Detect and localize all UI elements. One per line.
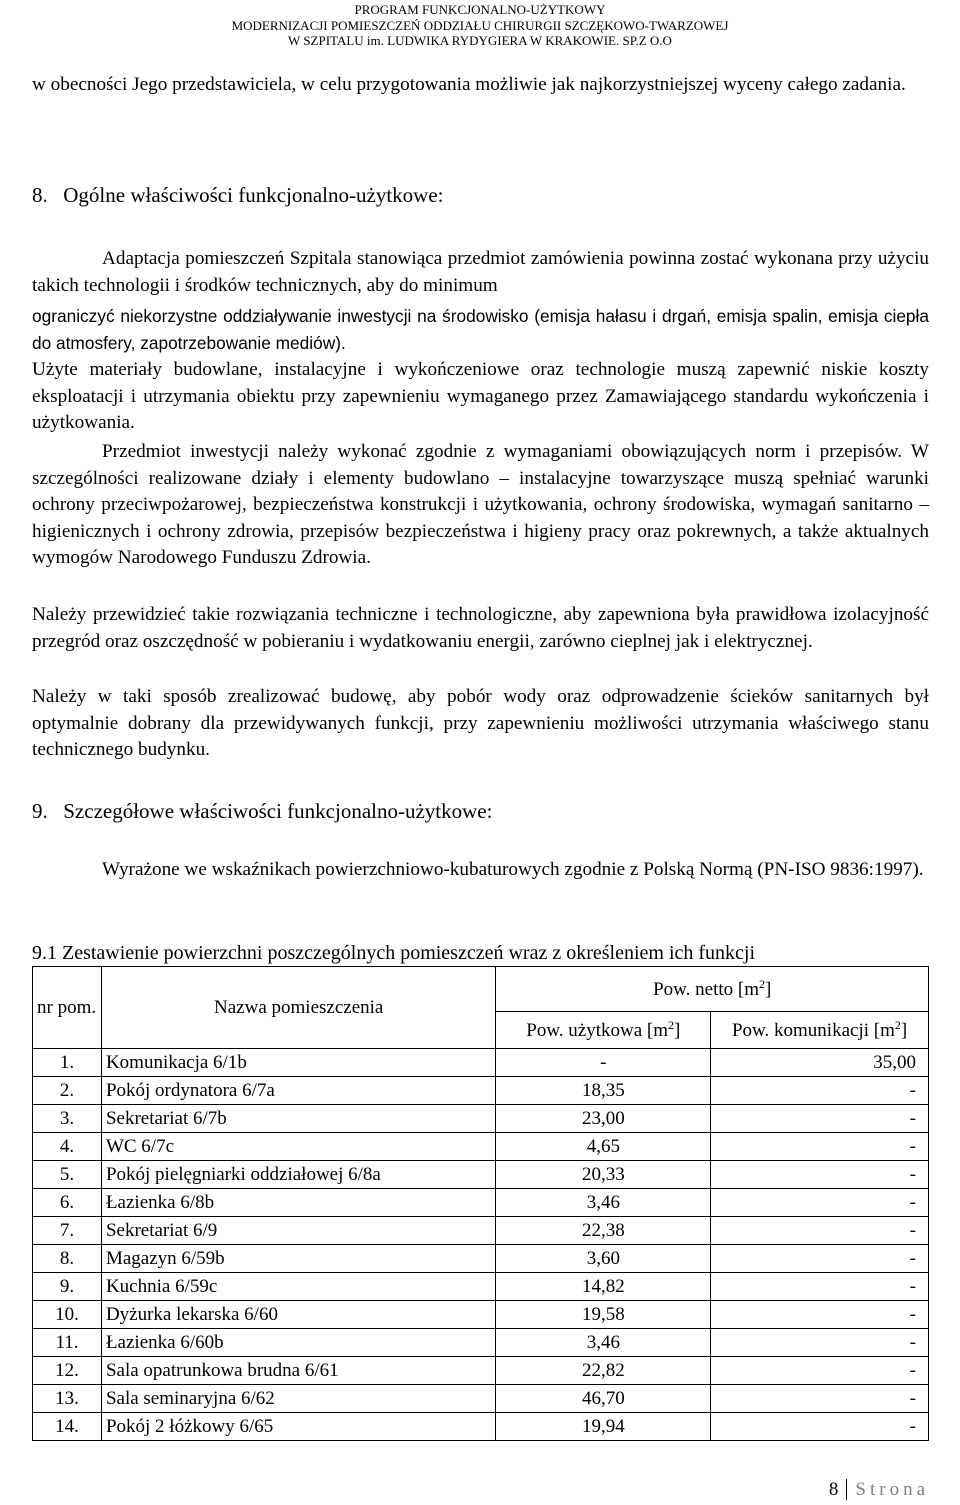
usable-area: 19,58	[496, 1301, 711, 1329]
header-nr: nr pom.	[33, 967, 102, 1049]
section-8-paragraph-4: Należy przewidzieć takie rozwiązania techniczne i technologiczne, aby zapewniona była prawidłowa izolacyjność przegród oraz oszczędność w pobieraniu i wydatkowaniu energii, zarówno cieplnej jak i elektrycznej.	[32, 604, 929, 652]
usable-area: 4,65	[496, 1133, 711, 1161]
usable-area: 23,00	[496, 1105, 711, 1133]
row-number: 13.	[33, 1385, 102, 1413]
section-9-number: 9.	[32, 799, 48, 823]
usable-area: 3,60	[496, 1245, 711, 1273]
section-9-paragraph: Wyrażone we wskaźnikach powierzchniowo-kubaturowych zgodnie z Polską Normą (PN-ISO 9836:1997).	[102, 859, 924, 880]
header-netto: Pow. netto $[m^2]$	[496, 967, 929, 1012]
section-8-paragraph-5: Należy w taki sposób zrealizować budowę, aby pobór wody oraz odprowadzenie ścieków sanitarnych był optymalnie dobrany dla przewidywanych funkcji, przy zapewnieniu możliwości utrzymania właściwego stanu technicznego budynku.	[32, 686, 929, 760]
room-name: Sala seminaryjna 6/62	[101, 1385, 495, 1413]
room-name: Sekretariat 6/9	[101, 1217, 495, 1245]
room-name: Pokój ordynatora 6/7a	[101, 1077, 495, 1105]
room-name: Łazienka 6/60b	[101, 1329, 495, 1357]
section-8-paragraph-1-continued: ograniczyć niekorzystne oddziaływanie inwestycji na środowisko (emisja hałasu i drgań, emisja spalin, emisja ciepła do atmosfery, zapotrzebowanie mediów).	[32, 306, 929, 353]
table-row	[33, 1189, 929, 1217]
communication-area: -	[711, 1161, 929, 1189]
usable-area: 3,46	[496, 1189, 711, 1217]
usable-area: 14,82	[496, 1273, 711, 1301]
communication-area: -	[711, 1217, 929, 1245]
row-number: 2.	[33, 1077, 102, 1105]
page-word: Strona	[855, 1479, 929, 1500]
usable-area: -	[496, 1049, 711, 1077]
rooms-table	[32, 966, 929, 1441]
communication-area: -	[711, 1273, 929, 1301]
usable-area: 22,82	[496, 1357, 711, 1385]
section-9-title: Szczegółowe właściwości funkcjonalno-użytkowe:	[63, 799, 493, 823]
row-number: 12.	[33, 1357, 102, 1385]
table-row	[33, 1161, 929, 1189]
table-row	[33, 1273, 929, 1301]
communication-area: -	[711, 1385, 929, 1413]
room-name: Łazienka 6/8b	[101, 1189, 495, 1217]
table-row	[33, 1357, 929, 1385]
table-header-row-1	[33, 967, 929, 1012]
header-komunikacji: Pow. komunikacji $[m^2]$	[711, 1012, 929, 1049]
room-name: Sala opatrunkowa brudna 6/61	[101, 1357, 495, 1385]
header-line-1: PROGRAM FUNKCJONALNO-UŻYTKOWY	[354, 2, 606, 17]
row-number: 7.	[33, 1217, 102, 1245]
room-name: WC 6/7c	[101, 1133, 495, 1161]
row-number: 6.	[33, 1189, 102, 1217]
subsection-9-1-heading: 9.1 Zestawienie powierzchni poszczególnych pomieszczeń wraz z określeniem ich funkcji	[32, 942, 756, 964]
row-number: 11.	[33, 1329, 102, 1357]
communication-area: 35,00	[711, 1049, 929, 1077]
communication-area: -	[711, 1413, 929, 1441]
page-number: 8	[829, 1479, 848, 1500]
usable-area: 46,70	[496, 1385, 711, 1413]
table-row	[33, 1105, 929, 1133]
header-line-2: MODERNIZACJI POMIESZCZEŃ ODDZIAŁU CHIRURGII SZCZĘKOWO-TWARZOWEJ	[231, 17, 729, 33]
room-name: Dyżurka lekarska 6/60	[101, 1301, 495, 1329]
table-row	[33, 1329, 929, 1357]
room-name: Komunikacja 6/1b	[101, 1049, 495, 1077]
table-row	[33, 1133, 929, 1161]
section-8-paragraph-2: Użyte materiały budowlane, instalacyjne i wykończeniowe oraz technologie muszą zapewnić niskie koszty eksploatacji i utrzymania obiektu przy zapewnieniu wymaganego przez Zamawiającego standardu wykończenia i użytkowania.	[32, 359, 929, 433]
section-8-title: Ogólne właściwości funkcjonalno-użytkowe:	[63, 183, 444, 207]
row-number: 5.	[33, 1161, 102, 1189]
section-8-heading	[32, 182, 444, 208]
communication-area: -	[711, 1245, 929, 1273]
section-8-paragraph-3: Przedmiot inwestycji należy wykonać zgodnie z wymaganiami obowiązujących norm i przepisów. W szczególności realizowane działy i elementy budowlano – instalacyjne towarzyszące muszą spełniać warunki ochrony przeciwpożarowej, bezpieczeństwa konstrukcji i użytkowania, ochrony środowiska, wymagań sanitarno – higienicznych i ochrony zdrowia, przepisów bezpieczeństwa i higieny pracy oraz pokrewnych, a także aktualnych wymogów Narodowego Funduszu Zdrowia.	[32, 441, 929, 568]
communication-area: -	[711, 1357, 929, 1385]
header-name: Nazwa pomieszczenia	[101, 967, 495, 1049]
row-number: 1.	[33, 1049, 102, 1077]
room-name: Pokój pielęgniarki oddziałowej 6/8a	[101, 1161, 495, 1189]
section-8-number: 8.	[32, 183, 48, 207]
table-row	[33, 1245, 929, 1273]
communication-area: -	[711, 1077, 929, 1105]
usable-area: 22,38	[496, 1217, 711, 1245]
room-name: Magazyn 6/59b	[101, 1245, 495, 1273]
row-number: 9.	[33, 1273, 102, 1301]
table-row	[33, 1077, 929, 1105]
communication-area: -	[711, 1329, 929, 1357]
header-uzytkowa: Pow. użytkowa $[m^2]$	[496, 1012, 711, 1049]
communication-area: -	[711, 1301, 929, 1329]
header-line-3: W SZPITALU im. LUDWIKA RYDYGIERA W KRAKOWIE. SP.Z O.O	[288, 33, 672, 48]
row-number: 14.	[33, 1413, 102, 1441]
communication-area: -	[711, 1133, 929, 1161]
communication-area: -	[711, 1105, 929, 1133]
row-number: 8.	[33, 1245, 102, 1273]
row-number: 10.	[33, 1301, 102, 1329]
row-number: 4.	[33, 1133, 102, 1161]
usable-area: 20,33	[496, 1161, 711, 1189]
usable-area: 3,46	[496, 1329, 711, 1357]
intro-paragraph: w obecności Jego przedstawiciela, w celu przygotowania możliwie jak najkorzystniejszej wyceny całego zadania.	[32, 74, 906, 95]
communication-area: -	[711, 1189, 929, 1217]
table-row	[33, 1217, 929, 1245]
section-9-heading	[32, 798, 492, 824]
table-row	[33, 1301, 929, 1329]
page-header	[0, 2, 960, 49]
row-number: 3.	[33, 1105, 102, 1133]
usable-area: 18,35	[496, 1077, 711, 1105]
room-name: Pokój 2 łóżkowy 6/65	[101, 1413, 495, 1441]
room-name: Sekretariat 6/7b	[101, 1105, 495, 1133]
table-row	[33, 1049, 929, 1077]
table-body	[33, 1049, 929, 1441]
section-8-paragraph-1: Adaptacja pomieszczeń Szpitala stanowiąca przedmiot zamówienia powinna zostać wykonana przy użyciu takich technologii i środków technicznych, aby do minimum	[32, 248, 929, 296]
page-footer	[829, 1479, 929, 1501]
usable-area: 19,94	[496, 1413, 711, 1441]
room-name: Kuchnia 6/59c	[101, 1273, 495, 1301]
table-row	[33, 1413, 929, 1441]
table-row	[33, 1385, 929, 1413]
